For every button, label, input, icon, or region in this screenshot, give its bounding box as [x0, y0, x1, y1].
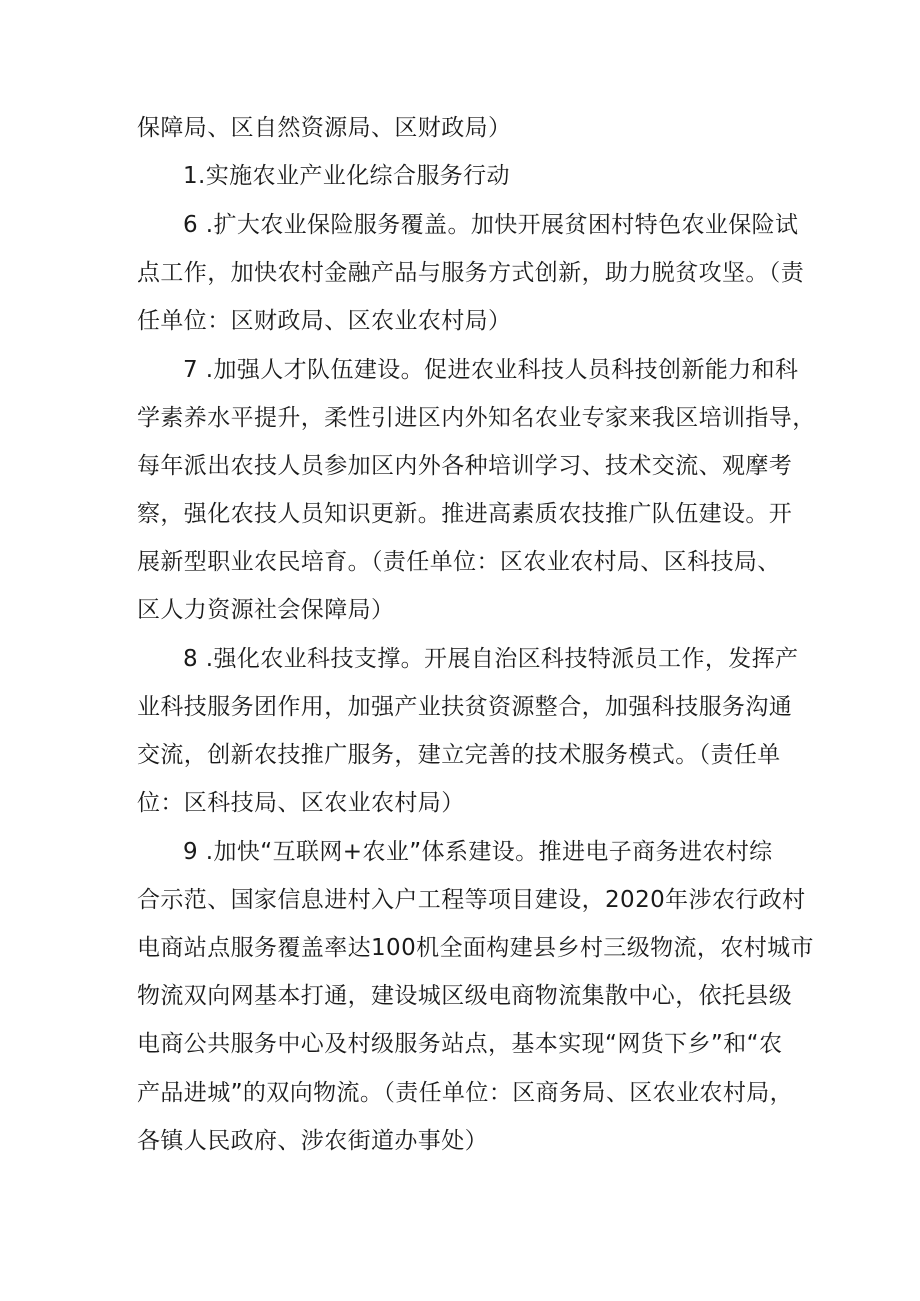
paragraph-line: 8 .强化农业科技支撑。开展自治区科技特派员工作，发挥产	[183, 646, 799, 672]
paragraph-line: 每年派出农技人员参加区内外各种培训学习、技术交流、观摩考	[137, 453, 793, 479]
paragraph-line: 6 .扩大农业保险服务覆盖。加快开展贫困村特色农业保险试	[183, 212, 799, 238]
paragraph-line: 物流双向网基本打通，建设城区级电商物流集散中心，依托县级	[137, 983, 793, 1009]
paragraph-line: 学素养水平提升，柔性引进区内外知名农业专家来我区培训指导，	[137, 405, 816, 431]
paragraph-line: 位：区科技局、区农业农村局）	[137, 790, 465, 816]
paragraph-line: 产品进城”的双向物流。（责任单位：区商务局、区农业农村局，	[137, 1080, 794, 1106]
paragraph-line: 9 .加快“互联网+农业”体系建设。推进电子商务进农村综	[183, 839, 773, 865]
paragraph-line: 察，强化农技人员知识更新。推进高素质农技推广队伍建设。开	[137, 501, 793, 527]
paragraph-line: 展新型职业农民培育。（责任单位：区农业农村局、区科技局、	[137, 549, 781, 575]
paragraph-line: 任单位：区财政局、区农业农村局）	[137, 308, 512, 334]
paragraph-line: 区人力资源社会保障局）	[137, 597, 395, 623]
text-line: 保障局、区自然资源局、区财政局）	[137, 115, 512, 141]
paragraph-line: 7 .加强人才队伍建设。促进农业科技人员科技创新能力和科	[183, 357, 799, 383]
paragraph-line: 交流，创新农技推广服务，建立完善的技术服务模式。（责任单	[137, 742, 781, 768]
paragraph-line: 电商公共服务中心及村级服务站点，基本实现“网货下乡”和“农	[137, 1031, 783, 1057]
paragraph-line: 合示范、国家信息进村入户工程等项目建设，2020年涉农行政村	[137, 887, 806, 913]
section-heading: 1.实施农业产业化综合服务行动	[183, 163, 510, 189]
paragraph-line: 电商站点服务覆盖率达100机全面构建县乡村三级物流，农村城市	[137, 935, 814, 961]
paragraph-line: 业科技服务团作用，加强产业扶贫资源整合，加强科技服务沟通	[137, 694, 793, 720]
paragraph-line: 点工作，加快农村金融产品与服务方式创新，助力脱贫攻坚。（责	[137, 260, 805, 286]
paragraph-line: 各镇人民政府、涉农街道办事处）	[137, 1128, 488, 1154]
